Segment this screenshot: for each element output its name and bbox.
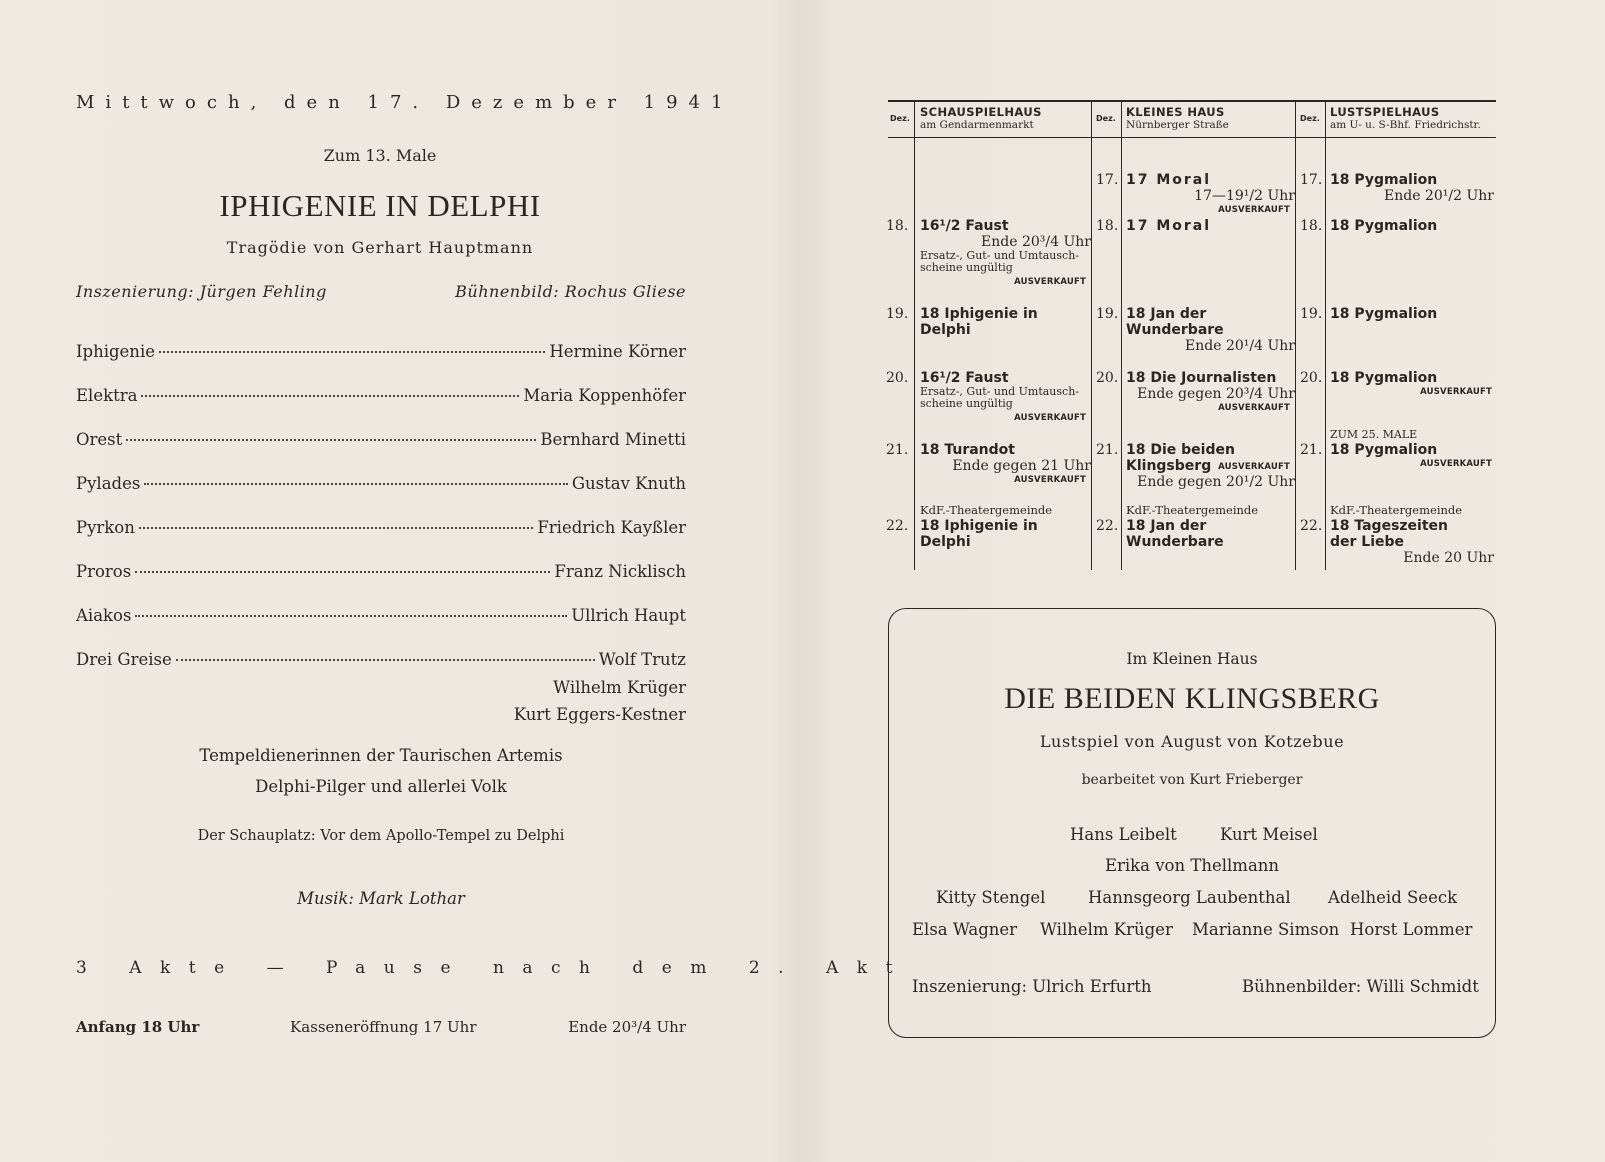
- start-time: Anfang 18 Uhr: [76, 1018, 200, 1036]
- leader-dots: [135, 571, 550, 573]
- set-design-credit: Bühnenbild: Rochus Gliese: [455, 282, 686, 301]
- performance-entry: 18 Pygmalion: [1330, 306, 1438, 322]
- cast-name: Adelheid Seeck: [1328, 888, 1458, 907]
- day-number: 18.: [1096, 218, 1119, 234]
- house-name: LUSTSPIELHAUS: [1330, 105, 1440, 119]
- sold-out-label: AUSVERKAUFT: [1218, 205, 1290, 215]
- performance-entry: 18 Pygmalion: [1330, 218, 1438, 234]
- cast-actor: Hermine Körner: [549, 342, 686, 361]
- date-line: Mittwoch, den 17. Dezember 1941: [76, 92, 734, 113]
- ensemble-line: Tempeldienerinnen der Taurischen Artemis: [199, 746, 563, 765]
- performance-entry: 18 Die beiden: [1126, 442, 1235, 458]
- ticket-note: scheine ungültig: [920, 397, 1013, 410]
- weekly-schedule-table: [888, 100, 1496, 570]
- performance-entry: 18 Jan der: [1126, 518, 1207, 534]
- cast-role: Orest: [76, 430, 123, 449]
- music-credit: Musik: Mark Lothar: [297, 889, 465, 908]
- performance-entry: Wunderbare: [1126, 322, 1224, 338]
- performance-entry: 18 Iphigenie in: [920, 518, 1038, 534]
- cast-actor: Gustav Knuth: [571, 474, 686, 493]
- day-number: 21.: [1300, 442, 1323, 458]
- sold-out-label: AUSVERKAUFT: [1218, 403, 1290, 413]
- column-rule: [1325, 100, 1326, 570]
- performance-entry: 18 Pygmalion: [1330, 442, 1438, 458]
- credits-line: [76, 282, 686, 301]
- performance-entry: Klingsberg: [1126, 458, 1212, 474]
- performance-entry: 18 Pygmalion: [1330, 370, 1438, 386]
- cast-actor: Wilhelm Krüger: [553, 678, 686, 697]
- end-time: Ende 20³/4 Uhr: [981, 234, 1091, 250]
- cast-actor: Bernhard Minetti: [540, 430, 686, 449]
- ticket-note: Ersatz-, Gut- und Umtausch-: [920, 385, 1080, 398]
- leader-dots: [126, 439, 536, 441]
- sold-out-label: AUSVERKAUFT: [1218, 462, 1290, 472]
- cast-role: Aiakos: [76, 606, 132, 625]
- cast-row: [76, 342, 686, 364]
- day-number: 22.: [1300, 518, 1323, 534]
- cast-row: [76, 562, 686, 584]
- cast-actor: Franz Nicklisch: [554, 562, 686, 581]
- performance-entry: 16¹/2 Faust: [920, 370, 1009, 386]
- sold-out-label: AUSVERKAUFT: [1420, 387, 1492, 397]
- cast-name: Hannsgeorg Laubenthal: [1088, 888, 1291, 907]
- play-subtitle: Tragödie von Gerhart Hauptmann: [226, 238, 534, 257]
- direction-credit: Inszenierung: Ulrich Erfurth: [912, 977, 1152, 996]
- set-design-credit: Bühnenbilder: Willi Schmidt: [1242, 977, 1479, 996]
- cast-row: [76, 606, 686, 628]
- kdf-note: KdF.-Theatergemeinde: [1330, 503, 1463, 517]
- adaptation-credit: bearbeitet von Kurt Frieberger: [1081, 772, 1303, 788]
- ensemble-line: Delphi-Pilger und allerlei Volk: [255, 777, 507, 796]
- performance-entry: der Liebe: [1330, 534, 1405, 550]
- day-number: 17.: [1300, 172, 1323, 188]
- column-rule: [1121, 100, 1122, 570]
- box-office-time: Kasseneröffnung 17 Uhr: [290, 1018, 477, 1036]
- cast-name: Kitty Stengel: [936, 888, 1046, 907]
- cast-role: Drei Greise: [76, 650, 172, 669]
- day-number: 19.: [886, 306, 909, 322]
- house-name: KLEINES HAUS: [1126, 105, 1225, 119]
- day-number: 19.: [1300, 306, 1323, 322]
- leader-dots: [159, 351, 545, 353]
- setting-line: Der Schauplatz: Vor dem Apollo-Tempel zu Delphi: [197, 828, 565, 844]
- cast-name: Kurt Meisel: [1220, 825, 1318, 844]
- cast-actor: Wolf Trutz: [598, 650, 686, 669]
- announcement-title: DIE BEIDEN KLINGSBERG: [1004, 682, 1380, 715]
- performance-time: 17—19¹/2 Uhr: [1194, 188, 1295, 204]
- house-address: am Gendarmenmarkt: [920, 119, 1034, 131]
- performance-entry: 18 Pygmalion: [1330, 172, 1438, 188]
- cast-actor: Maria Koppenhöfer: [523, 386, 686, 405]
- leader-dots: [139, 527, 533, 529]
- performance-entry: 18 Iphigenie in: [920, 306, 1038, 322]
- cast-actor: Kurt Eggers-Kestner: [513, 705, 686, 724]
- day-number: 22.: [886, 518, 909, 534]
- performance-entry: 18 Tageszeiten: [1330, 518, 1448, 534]
- day-number: 20.: [1300, 370, 1323, 386]
- leader-dots: [144, 483, 568, 485]
- column-header-dez: Dez.: [1096, 114, 1116, 123]
- cast-name: Marianne Simson: [1192, 920, 1340, 939]
- cast-row: [76, 430, 686, 452]
- performance-count: Zum 13. Male: [323, 146, 437, 165]
- ticket-note: Ersatz-, Gut- und Umtausch-: [920, 249, 1080, 262]
- cast-actor: Friedrich Kayßler: [537, 518, 686, 537]
- day-number: 17.: [1096, 172, 1119, 188]
- ticket-note: scheine ungültig: [920, 261, 1013, 274]
- performance-entry: 18 Jan der: [1126, 306, 1207, 322]
- column-rule: [1295, 100, 1296, 570]
- table-rule: [888, 100, 1496, 102]
- play-title: IPHIGENIE IN DELPHI: [219, 188, 541, 223]
- end-time: Ende gegen 21 Uhr: [952, 458, 1091, 474]
- day-number: 20.: [886, 370, 909, 386]
- anniversary-note: ZUM 25. MALE: [1330, 428, 1418, 441]
- venue-line: Im Kleinen Haus: [1126, 650, 1258, 668]
- end-time: Ende gegen 20³/4 Uhr: [1137, 386, 1295, 402]
- cast-name: Erika von Thellmann: [1104, 856, 1280, 875]
- end-time: Ende 20¹/4 Uhr: [1185, 338, 1295, 354]
- performance-entry: Wunderbare: [1126, 534, 1224, 550]
- cast-row: [76, 650, 686, 672]
- day-number: 20.: [1096, 370, 1119, 386]
- column-header-dez: Dez.: [1300, 114, 1320, 123]
- cast-row: [76, 518, 686, 540]
- cast-role: Elektra: [76, 386, 138, 405]
- column-rule: [914, 100, 915, 570]
- end-time: Ende 20³/4 Uhr: [568, 1018, 686, 1036]
- announcement-subtitle: Lustspiel von August von Kotzebue: [1039, 732, 1345, 751]
- cast-role: Iphigenie: [76, 342, 155, 361]
- cast-name: Elsa Wagner: [912, 920, 1018, 939]
- day-number: 18.: [886, 218, 909, 234]
- direction-credit: Inszenierung: Jürgen Fehling: [76, 282, 327, 301]
- cast-name: Wilhelm Krüger: [1040, 920, 1173, 939]
- acts-line: 3 Akte — Pause nach dem 2. Akt: [76, 958, 911, 978]
- cast-name: Hans Leibelt: [1070, 825, 1177, 844]
- house-name: SCHAUSPIELHAUS: [920, 105, 1042, 119]
- house-address: am U- u. S-Bhf. Friedrichstr.: [1330, 119, 1481, 131]
- cast-name: Horst Lommer: [1350, 920, 1473, 939]
- performance-entry: Delphi: [920, 322, 971, 338]
- day-number: 22.: [1096, 518, 1119, 534]
- column-header-dez: Dez.: [890, 114, 910, 123]
- day-number: 18.: [1300, 218, 1323, 234]
- leader-dots: [176, 659, 595, 661]
- day-number: 21.: [1096, 442, 1119, 458]
- performance-entry: 17 Moral: [1126, 172, 1212, 188]
- sold-out-label: AUSVERKAUFT: [1014, 413, 1086, 423]
- house-address: Nürnberger Straße: [1126, 119, 1229, 131]
- performance-entry: 16¹/2 Faust: [920, 218, 1009, 234]
- cast-role: Pyrkon: [76, 518, 135, 537]
- sold-out-label: AUSVERKAUFT: [1014, 475, 1086, 485]
- end-time: Ende gegen 20¹/2 Uhr: [1137, 474, 1295, 490]
- day-number: 19.: [1096, 306, 1119, 322]
- end-time: Ende 20¹/2 Uhr: [1384, 188, 1494, 204]
- cast-row: [76, 386, 686, 408]
- column-rule: [1091, 100, 1092, 570]
- kdf-note: KdF.-Theatergemeinde: [1126, 503, 1259, 517]
- cast-role: Proros: [76, 562, 132, 581]
- performance-entry: 17 Moral: [1126, 218, 1212, 234]
- kdf-note: KdF.-Theatergemeinde: [920, 503, 1053, 517]
- sold-out-label: AUSVERKAUFT: [1014, 277, 1086, 287]
- performance-entry: 18 Die Journalisten: [1126, 370, 1277, 386]
- sold-out-label: AUSVERKAUFT: [1420, 459, 1492, 469]
- end-time: Ende 20 Uhr: [1403, 550, 1494, 566]
- performance-entry: Delphi: [920, 534, 971, 550]
- leader-dots: [135, 615, 567, 617]
- cast-row: [76, 474, 686, 496]
- day-number: 21.: [886, 442, 909, 458]
- performance-entry: 18 Turandot: [920, 442, 1015, 458]
- cast-role: Pylades: [76, 474, 141, 493]
- announcement-box: [888, 608, 1496, 1038]
- table-rule: [888, 137, 1496, 138]
- leader-dots: [141, 395, 519, 397]
- cast-actor: Ullrich Haupt: [571, 606, 686, 625]
